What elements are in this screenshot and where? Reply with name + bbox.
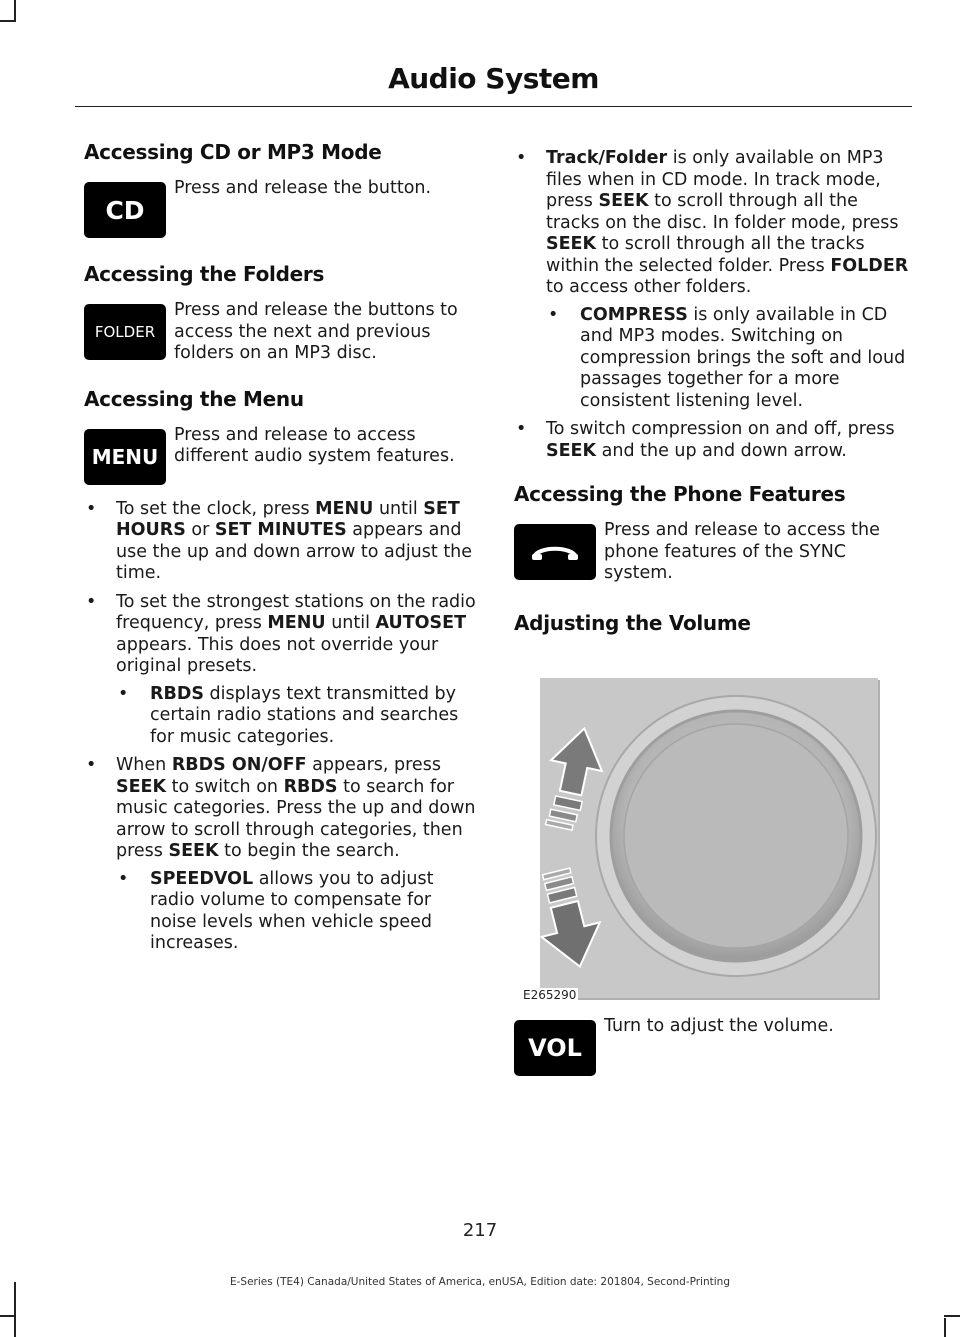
sub-bullet-rbds: • RBDS displays text transmitted by certain radio stations and searches for music categories. (116, 684, 476, 749)
menu-button-icon (84, 429, 166, 485)
bullet-compression-toggle: • To switch compression on and off, press SEEK and the up and down arrow. (514, 419, 910, 462)
cd-section (84, 178, 476, 238)
folder-button-icon (84, 304, 166, 360)
heading-phone: Accessing the Phone Features (514, 482, 846, 506)
folders-section (84, 300, 476, 365)
folders-description: Press and release the buttons to access the next and previous folders on an MP3 disc. (174, 300, 458, 363)
down-arrow-icon (540, 864, 609, 974)
crop-mark (944, 1318, 946, 1337)
phone-button-icon (514, 524, 596, 580)
bullet-autoset: • To set the strongest stations on the radio frequency, press MENU until AUTOSET appears. This does not override your original presets. • RBDS displays text transmitted by certain radio stations and searches for music categories. (84, 592, 476, 749)
phone-section (514, 520, 910, 585)
vol-button-icon (514, 1020, 596, 1076)
volume-section (514, 1016, 910, 1076)
menu-icon-label: MENU (91, 444, 159, 469)
left-column (84, 140, 476, 962)
sub-bullets-rbds (116, 869, 476, 955)
heading-folders: Accessing the Folders (84, 262, 325, 286)
bullet-rbds-on-off: • When RBDS ON/OFF appears, press SEEK to switch on RBDS to search for music categories. Press the up and down arrow to scroll through categories, then press SEEK to begin the search. • SPEEDVOL allows you to adjust radio volume to compensate for noise levels when vehicle speed increases. (84, 755, 476, 955)
menu-bullets (84, 499, 476, 955)
sub-bullets-compress (546, 305, 910, 413)
heading-menu: Accessing the Menu (84, 386, 304, 411)
right-bullets (514, 148, 910, 462)
folder-icon-label: FOLDER (94, 323, 156, 341)
sub-bullet-speedvol: • SPEEDVOL allows you to adjust radio volume to compensate for noise levels when vehicle speed increases. (116, 869, 476, 955)
bullet-set-clock: • To set the clock, press MENU until SET HOURS or SET MINUTES appears and use the up and down arrow to adjust the time. (84, 499, 476, 585)
page-title: Audio System (388, 62, 599, 95)
sub-bullet-compress: • COMPRESS is only available in CD and MP3 modes. Switching on compression brings the soft and loud passages together for a more consistent listening level. (546, 305, 910, 413)
phone-handset-icon (530, 541, 580, 563)
sub-bullets-autoset (116, 684, 476, 749)
page-number: 217 (462, 1220, 498, 1241)
page-header (75, 60, 912, 107)
heading-cd-mode: Accessing CD or MP3 Mode (84, 140, 382, 164)
crop-mark (944, 1315, 960, 1317)
cd-description: Press and release the button. (174, 178, 432, 198)
volume-knob-illustration (540, 678, 878, 998)
figure-code: E265290 (523, 988, 577, 1002)
vol-icon-label: VOL (528, 1034, 582, 1062)
heading-volume: Adjusting the Volume (514, 610, 751, 635)
right-column (514, 148, 910, 635)
crop-mark (14, 1282, 16, 1337)
crop-mark (14, 0, 16, 22)
volume-description: Turn to adjust the volume. (604, 1016, 834, 1036)
menu-description: Press and release to access different audio system features. (174, 424, 455, 466)
cd-button-icon (84, 182, 166, 238)
phone-description: Press and release to access the phone features of the SYNC system. (604, 520, 880, 583)
menu-section (84, 425, 476, 485)
crop-mark (0, 1315, 16, 1317)
footer-edition-text: E-Series (TE4) Canada/United States of America, enUSA, Edition date: 201804, Second-Printing (229, 1276, 730, 1288)
cd-icon-label: CD (105, 195, 145, 225)
bullet-track-folder: • Track/Folder is only available on MP3 files when in CD mode. In track mode, press SEEK to scroll through all the tracks on the disc. In folder mode, press SEEK to scroll through all the tracks within the selected folder. Press FOLDER to access other folders. • COMPRESS is only available in CD and MP3 modes. Switching on compression brings the soft and loud passages together for a more consistent listening level. (514, 148, 910, 412)
volume-knob-figure (540, 678, 878, 998)
crop-mark (0, 20, 16, 22)
